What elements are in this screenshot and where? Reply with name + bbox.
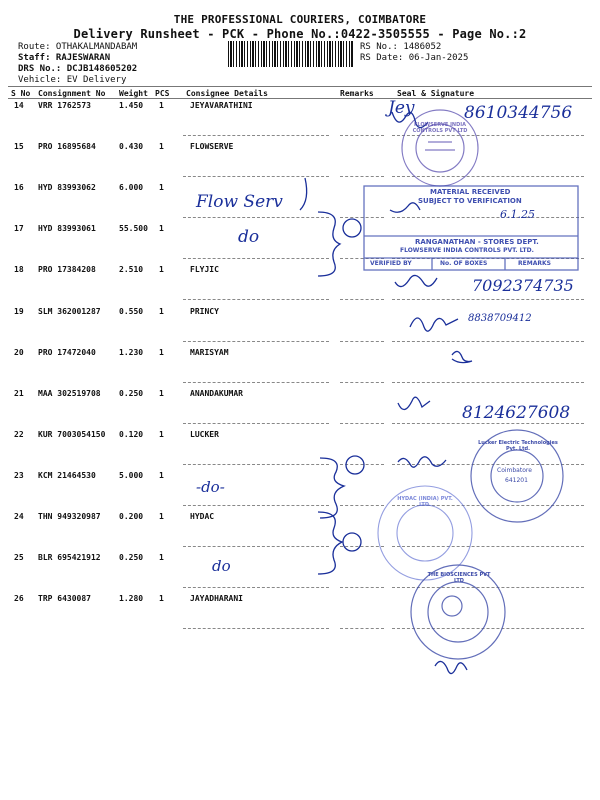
- sno-cell: 14: [14, 101, 24, 110]
- hydac-stamp-ring: HYDAC (INDIA) PVT. LTD.: [397, 496, 453, 508]
- consignee-cell: JEYAVARATHINI: [190, 101, 253, 110]
- consignee-cell: MARISYAM: [190, 347, 229, 357]
- staff-label: Staff: RAJESWARAN: [18, 53, 111, 63]
- sno-cell: 23: [14, 470, 24, 480]
- sno-cell: 15: [14, 142, 24, 152]
- handwritten-row17: do: [238, 227, 260, 247]
- consignee-cell: FLOWSERVE: [190, 142, 234, 152]
- handwritten-phone-row14: 8610344756: [464, 103, 573, 123]
- consignee-cell: FLYJIC: [190, 265, 219, 275]
- column-remarks: Remarks: [340, 89, 374, 98]
- handwritten-phone-row21: 8124627608: [462, 403, 571, 423]
- weight-cell: 0.120: [119, 429, 144, 439]
- pcs-cell: 1: [159, 388, 164, 398]
- weight-cell: 1.230: [119, 347, 144, 357]
- weight-cell: 2.510: [119, 265, 144, 275]
- weight-cell: 1.450: [119, 101, 144, 110]
- consignment-cell: SLM 362001287: [38, 306, 101, 316]
- weight-cell: 0.250: [119, 553, 144, 563]
- handwritten-phone-row18: 7092374735: [472, 276, 574, 295]
- consignment-cell: TRP 6430087: [38, 594, 91, 604]
- rs-date: RS Date: 06-Jan-2025: [360, 53, 469, 63]
- handwritten-name-row14: Jey: [388, 98, 415, 118]
- pcs-cell: 1: [159, 265, 164, 275]
- runsheet-title: THE PROFESSIONAL COURIERS, COIMBATORE: [173, 13, 427, 26]
- route-label: Route: OTHAKALMANDABAM: [18, 42, 138, 52]
- weight-cell: 0.550: [119, 306, 144, 316]
- consignment-cell: PRO 17472040: [38, 347, 96, 357]
- drs-number: DRS No.: DCJB148605202: [18, 64, 138, 74]
- column-seal-signature: Seal & Signature: [397, 89, 475, 98]
- received-stamp-date: 6.1.25: [500, 208, 535, 221]
- sno-cell: 16: [14, 183, 24, 193]
- consignment-cell: PRO 16895684: [38, 142, 96, 152]
- consignee-cell: HYDAC: [190, 512, 215, 521]
- consignee-cell: PRINCY: [190, 306, 219, 316]
- consignee-cell: ANANDAKUMAR: [190, 388, 243, 398]
- received-stamp-remarks: REMARKS: [518, 260, 551, 267]
- consignment-cell: KUR 7003054150: [38, 429, 106, 439]
- received-stamp-company: FLOWSERVE INDIA CONTROLS PVT. LTD.: [400, 247, 534, 254]
- sno-cell: 18: [14, 265, 24, 275]
- sno-cell: 25: [14, 553, 24, 563]
- received-stamp-title: MATERIAL RECEIVED: [430, 188, 511, 196]
- sno-cell: 19: [14, 306, 24, 316]
- vehicle-label: Vehicle: EV Delivery: [18, 75, 127, 85]
- lucker-stamp-pin: 641201: [505, 477, 528, 484]
- pcs-cell: 1: [159, 101, 164, 110]
- weight-cell: 6.000: [119, 183, 144, 193]
- pcs-cell: 1: [159, 470, 164, 480]
- runsheet-subtitle: Delivery Runsheet - PCK - Phone No.:0422-3505555 - Page No.:2: [73, 27, 527, 41]
- consignee-cell: LUCKER: [190, 429, 219, 439]
- handwritten-phone-row19: 8838709412: [468, 313, 532, 324]
- weight-cell: 0.200: [119, 512, 144, 521]
- sno-cell: 22: [14, 429, 24, 439]
- consignment-cell: HYD 83993061: [38, 224, 96, 234]
- column-consignee: Consignee Details: [186, 89, 268, 98]
- pcs-cell: 1: [159, 306, 164, 316]
- lucker-stamp-city: Coimbatore: [497, 467, 532, 474]
- handwritten-row23: -do-: [196, 478, 225, 496]
- weight-cell: 0.430: [119, 142, 144, 152]
- weight-cell: 1.280: [119, 594, 144, 604]
- column-pcs: PCS: [155, 89, 170, 98]
- consignment-cell: THN 949320987: [38, 512, 101, 521]
- weight-cell: 55.500: [119, 224, 148, 234]
- bio-stamp-ring: THE BIOSCIENCES PVT LTD: [427, 572, 491, 584]
- rs-number: RS No.: 1486052: [360, 42, 442, 52]
- received-stamp-boxes: No. OF BOXES: [440, 260, 488, 267]
- pcs-cell: 1: [159, 183, 164, 193]
- pcs-cell: 1: [159, 142, 164, 152]
- handwritten-row25: do: [212, 557, 231, 575]
- consignment-cell: PRO 17384208: [38, 265, 96, 275]
- received-stamp-dept: RANGANATHAN - STORES DEPT.: [415, 238, 539, 246]
- pcs-cell: 1: [159, 224, 164, 234]
- consignment-cell: BLR 695421912: [38, 553, 101, 563]
- flowserve-stamp-text: FLOWSERVE INDIA CONTROLS PVT LTD: [412, 122, 468, 134]
- handwritten-row16: Flow Serv: [196, 192, 283, 212]
- sno-cell: 21: [14, 388, 24, 398]
- pcs-cell: 1: [159, 553, 164, 563]
- brace-marks: [300, 178, 364, 574]
- consignment-cell: HYD 83993062: [38, 183, 96, 193]
- consignment-cell: KCM 21464530: [38, 470, 96, 480]
- received-stamp-verified: VERIFIED BY: [370, 260, 412, 267]
- column-sno: S No: [11, 89, 31, 98]
- lucker-stamp-ring: Lucker Electric Technologies Pvt. Ltd.: [478, 440, 558, 452]
- weight-cell: 0.250: [119, 388, 144, 398]
- consignee-cell: JAYADHARANI: [190, 594, 243, 604]
- sno-cell: 26: [14, 594, 24, 604]
- consignment-cell: VRR 1762573: [38, 101, 91, 110]
- pcs-cell: 1: [159, 429, 164, 439]
- sno-cell: 20: [14, 347, 24, 357]
- consignment-cell: MAA 302519708: [38, 388, 101, 398]
- pcs-cell: 1: [159, 512, 164, 521]
- received-stamp-sub: SUBJECT TO VERIFICATION: [418, 197, 522, 205]
- pcs-cell: 1: [159, 594, 164, 604]
- weight-cell: 5.000: [119, 470, 144, 480]
- sno-cell: 24: [14, 512, 24, 521]
- pcs-cell: 1: [159, 347, 164, 357]
- column-weight: Weight: [119, 89, 148, 98]
- sno-cell: 17: [14, 224, 24, 234]
- column-consignment: Consignment No: [38, 89, 106, 98]
